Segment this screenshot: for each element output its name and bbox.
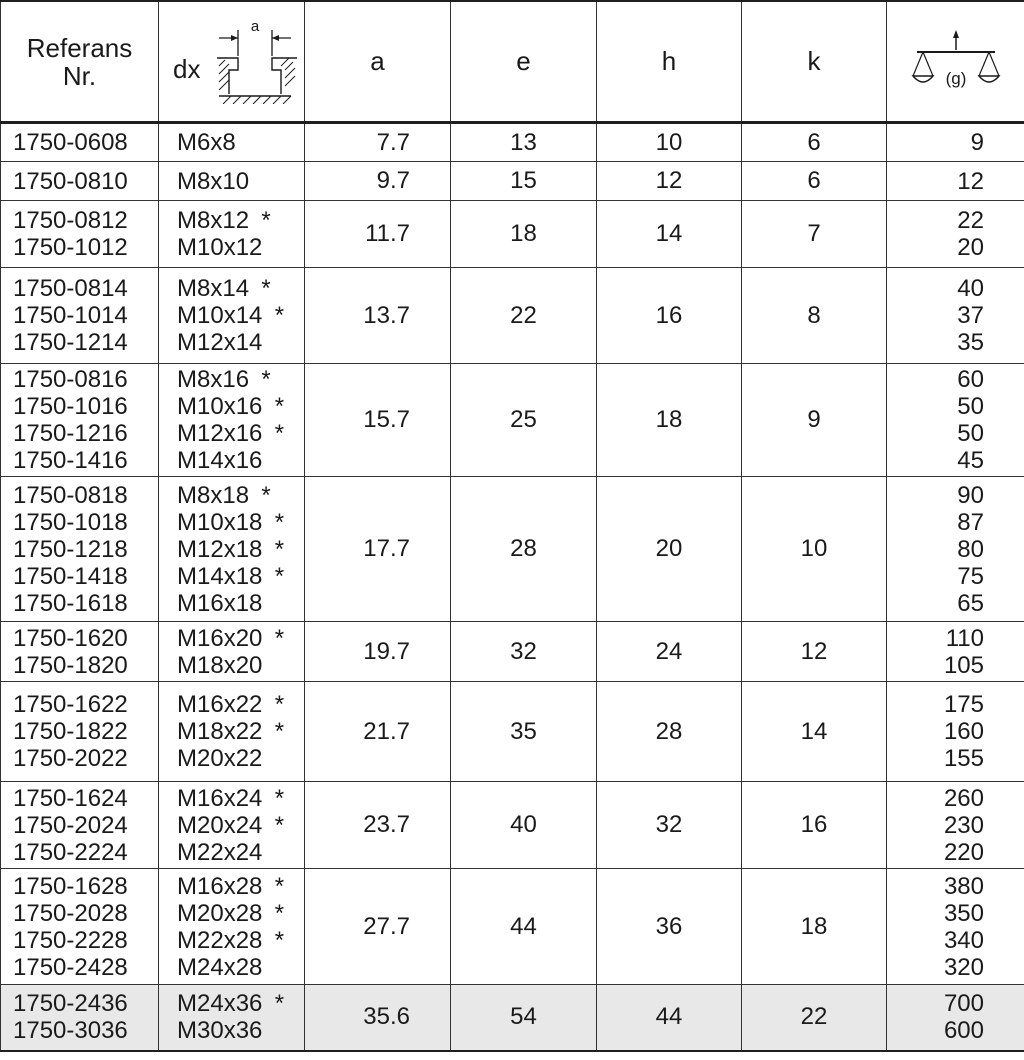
dx-size: M8x14 <box>177 275 250 302</box>
weight-value: 175 <box>943 691 984 718</box>
dx-diagram-label: a <box>250 18 260 35</box>
weight-value: 45 <box>957 447 984 474</box>
dx-size: M20x28 <box>177 899 263 927</box>
dx-size: M12x18 <box>177 535 263 563</box>
value-e: 28 <box>451 477 597 622</box>
dx-line <box>177 509 304 536</box>
reference-number: 1750-2028 <box>13 899 128 927</box>
reference-number: 1750-2436 <box>13 990 128 1018</box>
asterisk-mark: * <box>261 366 271 393</box>
dx-size: M16x22 <box>177 691 263 718</box>
asterisk-mark: * <box>274 624 285 652</box>
table-row <box>1 682 1024 782</box>
dx-size: M16x18 <box>177 589 263 617</box>
value-k: 6 <box>742 162 887 201</box>
asterisk-mark: * <box>261 207 271 234</box>
value-a: 23.7 <box>305 782 451 869</box>
dx-line <box>177 927 304 954</box>
reference-number: 1750-0816 <box>13 366 128 393</box>
weight-value: 37 <box>957 302 984 329</box>
dx-size: M8x18 <box>177 481 250 509</box>
dx-line <box>177 785 304 812</box>
dx-size: M24x28 <box>177 953 263 981</box>
dx-size: M14x16 <box>177 447 263 474</box>
reference-number: 1750-1624 <box>13 784 128 812</box>
dx-line <box>177 393 304 420</box>
dx-size: M16x24 <box>177 784 263 812</box>
weight-value: 50 <box>957 420 984 447</box>
dx-line <box>177 329 304 356</box>
dx-cell <box>159 622 305 682</box>
value-a: 15.7 <box>305 364 451 477</box>
value-e: 18 <box>451 201 597 268</box>
asterisk-mark: * <box>274 302 285 329</box>
asterisk-mark: * <box>274 535 285 563</box>
reference-number: 1750-1018 <box>13 508 128 536</box>
reference-cell <box>1 201 159 268</box>
weight-value: 320 <box>943 953 984 981</box>
weight-value: 220 <box>943 838 984 866</box>
weight-cell <box>887 985 1024 1051</box>
asterisk-mark: * <box>261 481 271 509</box>
table-row <box>1 985 1024 1051</box>
dx-line <box>177 1017 304 1044</box>
value-e: 32 <box>451 622 597 682</box>
weight-value: 160 <box>943 718 984 745</box>
value-e: 40 <box>451 782 597 869</box>
weight-value: 600 <box>943 1017 984 1045</box>
dx-line <box>177 590 304 617</box>
weight-value: 700 <box>943 990 984 1018</box>
value-a: 35.6 <box>305 985 451 1051</box>
weight-value: 75 <box>957 562 984 590</box>
weight-cell <box>887 477 1024 622</box>
dx-cell <box>159 364 305 477</box>
asterisk-mark: * <box>274 420 285 447</box>
asterisk-mark: * <box>274 990 285 1018</box>
dx-cell <box>159 869 305 985</box>
reference-number: 1750-1218 <box>13 535 128 563</box>
value-h: 14 <box>597 201 742 268</box>
dx-size: M24x36 <box>177 990 263 1018</box>
value-a: 27.7 <box>305 869 451 985</box>
dx-size: M16x20 <box>177 624 263 652</box>
reference-number: 1750-1620 <box>13 624 128 652</box>
header-k: k <box>742 1 887 123</box>
weight-value: 105 <box>943 651 984 679</box>
dx-size: M14x18 <box>177 562 263 590</box>
value-k: 22 <box>742 985 887 1051</box>
reference-number: 1750-2024 <box>13 811 128 839</box>
value-k: 14 <box>742 682 887 782</box>
reference-number: 1750-1418 <box>13 562 128 590</box>
value-k: 7 <box>742 201 887 268</box>
table-row <box>1 622 1024 682</box>
reference-number: 1750-1012 <box>13 234 128 261</box>
header-dx-label: dx <box>173 54 201 84</box>
dx-line <box>177 691 304 718</box>
header-reference <box>1 1 159 123</box>
dx-size: M10x16 <box>177 393 263 420</box>
value-h: 24 <box>597 622 742 682</box>
dx-line <box>177 900 304 927</box>
weight-unit-label: (g) <box>945 68 966 88</box>
dx-cell <box>159 477 305 622</box>
dx-cell <box>159 268 305 364</box>
table-row <box>1 869 1024 985</box>
weight-value: 65 <box>957 589 984 617</box>
dx-line <box>177 275 304 302</box>
weight-cell <box>887 869 1024 985</box>
dx-line <box>177 447 304 474</box>
reference-number: 1750-0810 <box>13 167 128 195</box>
table-row <box>1 782 1024 869</box>
dx-size: M18x20 <box>177 651 263 679</box>
reference-number: 1750-2228 <box>13 926 128 954</box>
value-k: 8 <box>742 268 887 364</box>
table-row <box>1 123 1024 162</box>
dx-size: M6x8 <box>177 129 236 156</box>
weight-value: 9 <box>970 129 984 156</box>
value-e: 13 <box>451 123 597 162</box>
dx-cell <box>159 682 305 782</box>
value-e: 25 <box>451 364 597 477</box>
dx-line <box>177 954 304 981</box>
dx-size: M8x12 <box>177 207 250 234</box>
weight-cell <box>887 364 1024 477</box>
reference-cell <box>1 364 159 477</box>
value-k: 9 <box>742 364 887 477</box>
value-e: 44 <box>451 869 597 985</box>
dx-line <box>177 563 304 590</box>
value-a: 21.7 <box>305 682 451 782</box>
dx-line <box>177 718 304 745</box>
asterisk-mark: * <box>274 562 285 590</box>
dx-size: M8x16 <box>177 366 250 393</box>
dx-line <box>177 420 304 447</box>
value-k: 18 <box>742 869 887 985</box>
dx-size: M18x22 <box>177 718 263 745</box>
asterisk-mark: * <box>274 899 285 927</box>
dx-cell <box>159 123 305 162</box>
dx-line <box>177 625 304 652</box>
value-h: 44 <box>597 985 742 1051</box>
dx-line <box>177 873 304 900</box>
value-h: 20 <box>597 477 742 622</box>
weight-cell <box>887 682 1024 782</box>
reference-number: 1750-1214 <box>13 329 128 356</box>
asterisk-mark: * <box>274 691 285 718</box>
value-k: 10 <box>742 477 887 622</box>
asterisk-mark: * <box>274 393 285 420</box>
reference-number: 1750-2224 <box>13 838 128 866</box>
reference-cell <box>1 622 159 682</box>
dx-line <box>177 652 304 679</box>
dx-size: M16x28 <box>177 872 263 900</box>
reference-cell <box>1 869 159 985</box>
dx-line <box>177 812 304 839</box>
t-slot-diagram-icon <box>215 16 299 104</box>
dx-size: M30x36 <box>177 1017 263 1045</box>
reference-number: 1750-1014 <box>13 302 128 329</box>
weight-value: 40 <box>957 275 984 302</box>
reference-number: 1750-1822 <box>13 718 128 745</box>
header-weight <box>887 1 1024 123</box>
asterisk-mark: * <box>274 718 285 745</box>
weight-value: 110 <box>945 624 984 652</box>
dx-size: M8x10 <box>177 167 250 195</box>
dx-line <box>177 168 304 195</box>
dx-cell <box>159 782 305 869</box>
value-h: 16 <box>597 268 742 364</box>
header-e: e <box>451 1 597 123</box>
weight-cell <box>887 622 1024 682</box>
header-ref-line2: Nr. <box>62 60 97 91</box>
value-h: 10 <box>597 123 742 162</box>
table-row <box>1 162 1024 201</box>
weight-value: 90 <box>957 481 984 509</box>
reference-cell <box>1 985 159 1051</box>
asterisk-mark: * <box>274 811 285 839</box>
weight-value: 12 <box>957 167 984 195</box>
weight-value: 155 <box>943 745 984 772</box>
table-row <box>1 201 1024 268</box>
dx-cell <box>159 201 305 268</box>
asterisk-mark: * <box>274 872 285 900</box>
reference-number: 1750-2022 <box>13 745 128 772</box>
value-e: 35 <box>451 682 597 782</box>
value-h: 12 <box>597 162 742 201</box>
reference-cell <box>1 123 159 162</box>
dx-line <box>177 839 304 866</box>
value-e: 22 <box>451 268 597 364</box>
dx-line <box>177 366 304 393</box>
reference-number: 1750-1622 <box>13 691 128 718</box>
value-k: 12 <box>742 622 887 682</box>
value-h: 28 <box>597 682 742 782</box>
reference-number: 1750-1618 <box>13 589 128 617</box>
reference-number: 1750-0812 <box>13 207 128 234</box>
reference-cell <box>1 268 159 364</box>
reference-cell <box>1 682 159 782</box>
weight-value: 380 <box>943 872 984 900</box>
dx-size: M22x28 <box>177 926 263 954</box>
weight-value: 20 <box>957 234 984 261</box>
table-row <box>1 268 1024 364</box>
value-h: 32 <box>597 782 742 869</box>
dx-size: M10x12 <box>177 234 263 261</box>
dx-size: M20x24 <box>177 811 263 839</box>
value-k: 6 <box>742 123 887 162</box>
table-row <box>1 364 1024 477</box>
dx-size: M10x14 <box>177 302 263 329</box>
reference-number: 1750-1216 <box>13 420 128 447</box>
weight-cell <box>887 268 1024 364</box>
header-h: h <box>597 1 742 123</box>
dx-cell <box>159 162 305 201</box>
dx-line <box>177 745 304 772</box>
dx-line <box>177 990 304 1017</box>
value-e: 15 <box>451 162 597 201</box>
value-a: 19.7 <box>305 622 451 682</box>
dx-size: M12x14 <box>177 329 263 356</box>
value-a: 9.7 <box>305 162 451 201</box>
asterisk-mark: * <box>274 784 285 812</box>
value-e: 54 <box>451 985 597 1051</box>
dx-line <box>177 207 304 234</box>
dx-line <box>177 302 304 329</box>
value-a: 13.7 <box>305 268 451 364</box>
weight-cell <box>887 201 1024 268</box>
header-ref-line1: Referans <box>26 32 133 63</box>
weight-cell <box>887 782 1024 869</box>
dx-line <box>177 482 304 509</box>
balance-scale-icon <box>911 26 1001 98</box>
dx-size: M22x24 <box>177 838 263 866</box>
weight-value: 260 <box>943 784 984 812</box>
weight-value: 80 <box>957 535 984 563</box>
weight-value: 60 <box>957 366 984 393</box>
dx-size: M12x16 <box>177 420 263 447</box>
weight-value: 87 <box>957 508 984 536</box>
reference-number: 1750-0608 <box>13 129 128 156</box>
reference-number: 1750-1628 <box>13 872 128 900</box>
reference-cell <box>1 162 159 201</box>
weight-value: 50 <box>957 393 984 420</box>
weight-value: 350 <box>943 899 984 927</box>
reference-cell <box>1 782 159 869</box>
value-a: 7.7 <box>305 123 451 162</box>
reference-number: 1750-0814 <box>13 275 128 302</box>
header-a: a <box>305 1 451 123</box>
weight-cell <box>887 162 1024 201</box>
dx-size: M20x22 <box>177 745 263 772</box>
asterisk-mark: * <box>274 926 285 954</box>
table-row <box>1 477 1024 622</box>
dx-line <box>177 234 304 261</box>
reference-number: 1750-1820 <box>13 651 128 679</box>
reference-cell <box>1 477 159 622</box>
header-dx <box>159 1 305 123</box>
reference-number: 1750-1416 <box>13 447 128 474</box>
reference-number: 1750-3036 <box>13 1017 128 1045</box>
weight-value: 230 <box>943 811 984 839</box>
spec-table-body <box>1 1 1024 1051</box>
weight-value: 340 <box>943 926 984 954</box>
asterisk-mark: * <box>261 275 271 302</box>
value-a: 11.7 <box>305 201 451 268</box>
weight-value: 35 <box>957 329 984 356</box>
dx-size: M10x18 <box>177 508 263 536</box>
value-k: 16 <box>742 782 887 869</box>
dx-line <box>177 129 304 156</box>
reference-number: 1750-1016 <box>13 393 128 420</box>
reference-number: 1750-2428 <box>13 953 128 981</box>
value-h: 18 <box>597 364 742 477</box>
dx-line <box>177 536 304 563</box>
value-a: 17.7 <box>305 477 451 622</box>
reference-number: 1750-0818 <box>13 481 128 509</box>
value-h: 36 <box>597 869 742 985</box>
header-row <box>1 1 1024 123</box>
weight-cell <box>887 123 1024 162</box>
asterisk-mark: * <box>274 508 285 536</box>
weight-value: 22 <box>957 207 984 234</box>
dx-cell <box>159 985 305 1051</box>
